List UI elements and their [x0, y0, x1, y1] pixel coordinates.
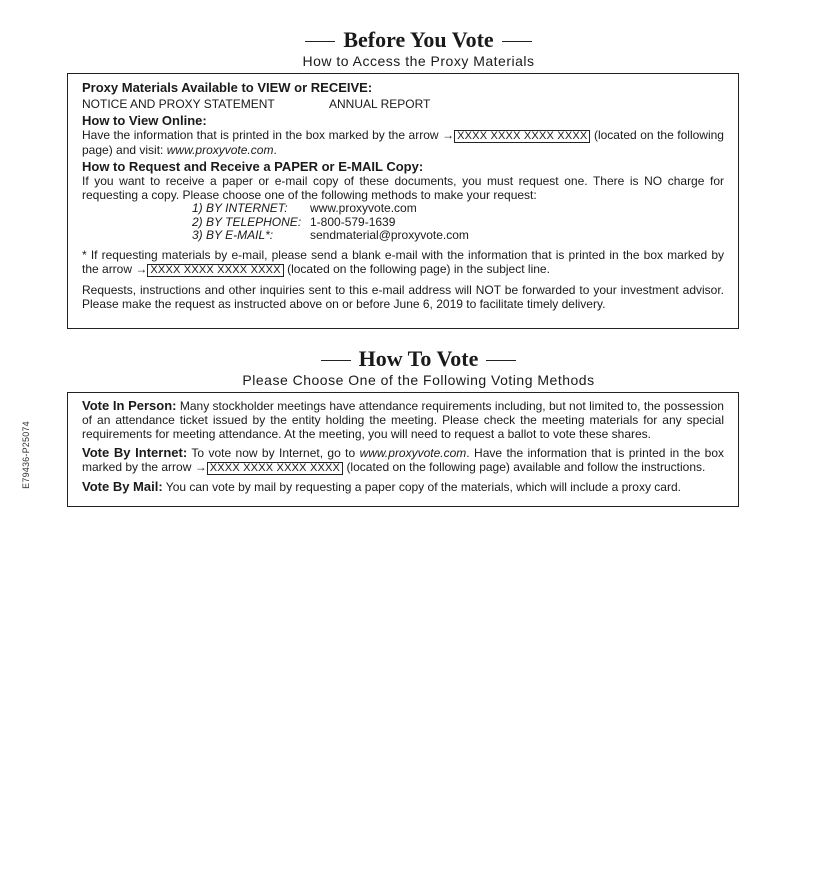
proxyvote-link[interactable]: www.proxyvote.com [359, 446, 467, 460]
control-number-box: XXXX XXXX XXXX XXXX [207, 462, 343, 475]
method-telephone: 2) BY TELEPHONE: 1-800-579-1639 [192, 214, 396, 229]
before-you-vote-title: Before You Vote [343, 27, 494, 52]
proxyvote-link[interactable]: www.proxyvote.com [166, 143, 274, 157]
material-item: NOTICE AND PROXY STATEMENT [82, 97, 275, 111]
method-value[interactable]: 1-800-579-1639 [310, 214, 396, 229]
arrow-icon: → [194, 460, 207, 474]
how-to-vote-subtitle: Please Choose One of the Following Voting Methods [242, 372, 595, 388]
materials-heading: Proxy Materials Available to VIEW or RECEIVE: [82, 80, 373, 95]
proxy-materials-box [67, 73, 739, 329]
document-code: E79436-P25074 [21, 421, 31, 489]
before-you-vote-header [0, 27, 837, 69]
method-internet: 1) BY INTERNET: www.proxyvote.com [192, 201, 417, 215]
vote-in-person: Vote In Person: Many stockholder meetings have attendance requirements including, but not limited to, the possession of an attendance ticket issued by the entity holding the meeting. Please check the meeting materials for any special requirements for meeting attendance. At the meeting, you will need to request a ballot to vote these shares. [82, 398, 724, 441]
view-online-heading: How to View Online: [82, 113, 207, 128]
method-value[interactable]: www.proxyvote.com [310, 201, 417, 215]
vote-by-internet-label: Vote By Internet: [82, 445, 188, 460]
arrow-icon: → [135, 261, 148, 276]
title-rule-left [321, 360, 351, 361]
method-value[interactable]: sendmaterial@proxyvote.com [310, 228, 469, 242]
material-item: ANNUAL REPORT [329, 97, 431, 111]
title-rule-right [486, 360, 516, 361]
title-rule-right [502, 41, 532, 42]
vote-by-mail: Vote By Mail: You can vote by mail by requesting a paper copy of the materials, which will include a proxy card. [82, 479, 681, 494]
vote-by-mail-label: Vote By Mail: [82, 479, 163, 494]
how-to-vote-header [0, 346, 837, 388]
title-rule-left [305, 41, 335, 42]
vote-by-internet: Vote By Internet: To vote now by Internet, go to www.proxyvote.com. Have the information that is printed in the box marked by the arrow → XXXX XXXX XXXX XXXX (located on the following page) available and follow the instructions. [82, 445, 724, 474]
control-number-box: XXXX XXXX XXXX XXXX [147, 264, 283, 277]
view-online-text: Have the information that is printed in the box marked by the arrow → XXXX XXXX XXXX XXXX (located on the following page) and visit: www.proxyvote.com. [82, 128, 724, 157]
method-email: 3) BY E-MAIL*: sendmaterial@proxyvote.com [192, 228, 469, 242]
materials-list [82, 97, 724, 111]
vote-in-person-label: Vote In Person: [82, 398, 177, 413]
voting-methods-box [67, 392, 739, 507]
request-methods [82, 202, 724, 243]
how-to-vote-title: How To Vote [358, 346, 479, 371]
before-you-vote-subtitle: How to Access the Proxy Materials [302, 53, 535, 69]
request-text: If you want to receive a paper or e-mail copy of these documents, you must request one. There is NO charge for requesting a copy. Please choose one of the following methods to make your request: [82, 174, 724, 202]
control-number-box: XXXX XXXX XXXX XXXX [454, 130, 590, 143]
request-heading: How to Request and Receive a PAPER or E-MAIL Copy: [82, 159, 424, 174]
email-note: * If requesting materials by e-mail, please send a blank e-mail with the information that is printed in the box marked by the arrow → XXXX XXXX XXXX XXXX (located on the following page) in the subject line. [82, 247, 724, 276]
requests-note: Requests, instructions and other inquiries sent to this e-mail address will NOT be forwarded to your investment advisor. Please make the request as instructed above on or before June 6, 2019 to facilitate timely delivery. [82, 282, 724, 311]
arrow-icon: → [442, 128, 455, 142]
